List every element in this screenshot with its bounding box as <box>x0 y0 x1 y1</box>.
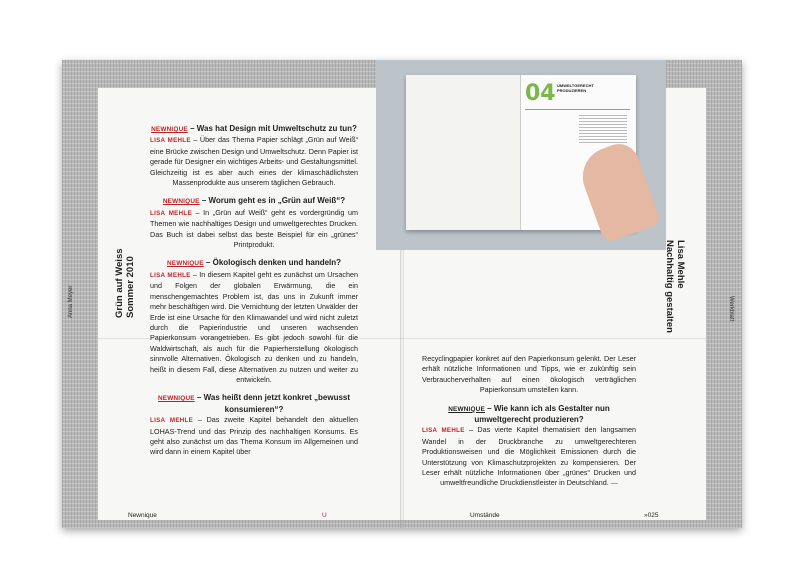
footer-mark: U <box>322 512 327 519</box>
green-rule <box>525 109 630 110</box>
question-text: – Wie kann ich als Gestalter nun umweltgerecht produzieren? <box>474 403 610 425</box>
answer-block <box>150 270 358 385</box>
side-title-left-line2: Sommer 2010 <box>125 256 136 318</box>
answer-text: – Das zweite Kapitel behandelt den aktuellen LOHAS-Trend und das Prinzip des nachhaltigen Konsums. Es geht also zunächst um das Thema Konsum im Allgemeinen und wird dann in einem Kapitel über <box>150 415 358 457</box>
answer-text: – In diesem Kapitel geht es zunächst um Ursachen und Folgen der globalen Erwärmung, die ein menschengemachtes Problem ist, das uns in Zukunft immer mehr beschäftigen wird. Die Vernichtung der letzten Urwälder der Erde ist eine Ursache für den Klimawandel und wird nicht zuletzt durch die Papierindustrie und unseren wachsenden Papierkonsum vorangetrieben. Es gibt jedoch sowohl für die Waldwirtschaft, als auch für die Papierherstellung ökologisch sinnvolle Alternativen. Ökologisch zu denken und zu handeln, heißt in diesem Fall, diese Alternativen zu nutzen und weiter zu entwickeln. <box>150 269 358 384</box>
question-text: – Worum geht es in „Grün auf Weiß“? <box>201 196 346 206</box>
footer-right-label: Umstände <box>470 512 500 519</box>
left-text-column <box>150 124 358 458</box>
answer-text: – In „Grün auf Weiß“ geht es vordergründig um Themen wie nachhaltiges Design und umweltgerechtes Drucken. Das Buch ist dabei selbst das beste Beispiel für ein „grünes“ Printprodukt. <box>150 207 358 250</box>
speaker-tag: LISA MEHLE <box>150 209 192 217</box>
question-block <box>422 404 636 426</box>
answer-text: – Das vierte Kapitel thematisiert den langsamen Wandel in der Druckbranche zu umweltgerechteren Produktionsweisen und die Möglichkeit Emissionen durch die Unterstützung von Klimaschutzprojekten zu kompensieren. Der Leser erhält nützliche Informationen über „grünes“ Drucken und umweltfreundliche Druckdienstleister in Deutschland. <box>422 425 636 488</box>
side-title-right <box>664 240 686 333</box>
answer-block <box>150 208 358 251</box>
speaker-tag: LISA MEHLE <box>150 271 191 279</box>
question-block <box>150 196 358 207</box>
question-text: – Was heißt denn jetzt konkret „bewusst konsumieren“? <box>196 393 351 414</box>
side-title-left-line1: Grün auf Weiss <box>114 248 125 318</box>
question-block <box>150 258 358 269</box>
book-left-page <box>406 75 521 230</box>
question-block <box>150 393 358 415</box>
side-section: Werkblatt <box>728 296 734 322</box>
answer-block <box>422 425 636 488</box>
chapter-label-line2: PRODUZIEREN <box>557 88 587 93</box>
speaker-tag: LISA MEHLE <box>150 417 194 425</box>
continuation-text: Recyclingpapier konkret auf den Papierkonsum gelenkt. Der Leser erhält nützliche Informationen und Tipps, wie er zukünftig sein Verbraucherverhalten auf einen ökologisch verträglichen Papierkonsum umstellen kann. <box>422 354 636 395</box>
page-number: »025 <box>644 512 659 519</box>
answer-text: – Über das Thema Papier schlägt „Grün auf Weiß“ eine Brücke zwischen Design und Umweltschutz. Denn Papier ist gerade für Designer ein wichtiges Arbeits- und Gestaltungsmittel. Gleichzeitig ist es aber auch eines der klimaschädlichsten Massenprodukte aus unserem täglichen Gebrauch. <box>150 135 358 188</box>
question-tag: NEWNIQUE <box>157 395 195 403</box>
question-tag: NEWNIQUE <box>162 198 200 206</box>
question-tag: NEWNIQUE <box>448 405 485 413</box>
footer-left-label: Newnique <box>128 512 157 519</box>
right-text-column <box>422 354 636 489</box>
side-title-left <box>114 248 136 318</box>
speaker-tag: LISA MEHLE <box>150 137 191 145</box>
side-title-right-line1: Lisa Mehle <box>675 240 686 289</box>
side-author: Anna Meyer <box>68 285 74 318</box>
end-mark: — <box>608 478 618 488</box>
question-text: – Was hat Design mit Umweltschutz zu tun? <box>190 124 357 133</box>
speaker-tag: LISA MEHLE <box>422 427 465 435</box>
answer-block <box>150 415 358 458</box>
side-title-right-line2: Nachhaltig gestalten <box>664 240 675 333</box>
question-block <box>150 124 358 135</box>
chapter-label <box>557 83 594 93</box>
book-photo <box>376 60 666 250</box>
question-tag: NEWNIQUE <box>151 126 188 133</box>
chapter-number: 04 <box>525 81 556 106</box>
chapter-label-line1: UMWELTGERECHT <box>557 83 594 88</box>
question-text: – Ökologisch denken und handeln? <box>205 258 342 268</box>
answer-block <box>150 135 358 188</box>
body-text-lines <box>579 113 627 143</box>
question-tag: NEWNIQUE <box>166 260 204 268</box>
